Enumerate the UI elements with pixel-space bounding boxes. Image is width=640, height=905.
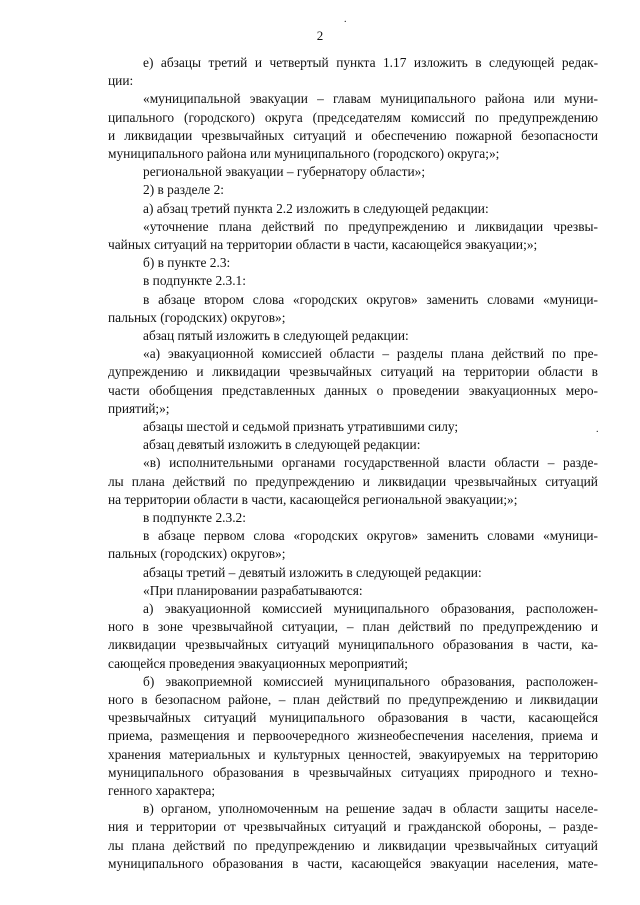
text-line: лы плана действий по предупреждению и ликвидации чрезвычайных ситуаций [108,837,598,853]
text-line: лы плана действий по предупреждению и ликвидации чрезвычайных ситуаций [108,473,598,489]
text-line: 2) в разделе 2: [143,182,225,198]
text-line: приятий;»; [108,400,170,416]
text-line: генного характера; [108,783,216,798]
text-line: дупреждению и ликвидации чрезвычайных ситуаций на территории области в [108,364,598,380]
text-line: абзацы шестой и седьмой признать утратившими силу; [143,419,459,434]
text-line: приема, размещения и первоочередного жизнеобеспечения населения, приема и [108,728,598,744]
text-line: «в) исполнительными органами государственной власти области – разде- [143,455,598,471]
text-line: в) органом, уполномоченным на решение задач в области защиты населе- [143,801,598,817]
text-line: муниципального образования в части, касающейся эвакуации населения, мате- [108,855,599,871]
text-line: ния и территории от чрезвычайных ситуаций и гражданской обороны, – разде- [108,819,598,835]
text-line: в подпункте 2.3.2: [143,510,246,525]
text-line: ликвидации чрезвычайных ситуаций муниципального образования в части, ка- [108,637,598,653]
text-line: пальных (городских) округов»; [108,309,286,325]
text-line: ного в зоне чрезвычайной ситуации, – план действий по предупреждению и [108,619,598,635]
text-line: абзац девятый изложить в следующей редакции: [143,437,421,453]
text-line: муниципального образования в чрезвычайных ситуациях природного и техно- [108,764,599,780]
text-line: хранения материальных и культурных ценностей, эвакуируемых на территорию [108,746,598,762]
text-line: и ликвидации чрезвычайных ситуаций и обеспечению пожарной безопасности [108,127,599,143]
page-number: 2 [316,28,324,43]
text-line: «уточнение плана действий по предупреждению и ликвидации чрезвы- [143,218,598,234]
text-line: в абзаце первом слова «городских округов» заменить словами «муници- [143,528,598,544]
text-line: «муниципальной эвакуации – главам муниципального района или муни- [143,91,598,107]
text-line: в абзаце втором слова «городских округов» заменить словами «муници- [143,291,598,307]
text-line: «а) эвакуационной комиссией области – разделы плана действий по пре- [143,346,598,362]
text-line: чрезвычайных ситуаций муниципального образования в части, касающейся [108,710,599,726]
text-line: абзацы третий – девятый изложить в следующей редакции: [143,564,482,580]
text-line: «При планировании разрабатываются: [143,582,363,598]
text-line: абзац пятый изложить в следующей редакции: [143,328,409,343]
text-line: в подпункте 2.3.1: [143,273,246,289]
text-line: сающейся проведения эвакуационных мероприятий; [108,655,409,671]
text-line: части обобщения представленных данных о проведении эвакуационных меро- [108,382,598,398]
text-line: ции: [108,73,134,89]
text-line: пальных (городских) округов»; [108,546,286,562]
text-line: а) абзац третий пункта 2.2 изложить в следующей редакции: [143,200,489,216]
scan-speck: . [596,424,599,435]
text-line: е) абзацы третий и четвертый пункта 1.17 изложить в следующей редак- [143,55,599,70]
text-line: чайных ситуаций на территории области в части, касающейся эвакуации;»; [108,237,538,252]
text-line: б) в пункте 2.3: [143,255,231,271]
text-line: ного в безопасном районе, – план действий по предупреждению и ликвидации [108,692,598,707]
text-line: региональной эвакуации – губернатору области»; [143,164,426,180]
text-line: на территории области в части, касающейся региональной эвакуации;»; [108,491,518,507]
scan-speck: . [344,14,347,25]
text-line: ципального (городского) округа (председателям комиссий по предупреждению [108,109,599,125]
text-line: муниципального района или муниципального (городского) округа;»; [108,146,500,161]
text-line: б) эвакоприемной комиссией муниципального образования, расположен- [143,673,599,689]
text-line: а) эвакуационной комиссией муниципального образования, расположен- [143,601,598,616]
